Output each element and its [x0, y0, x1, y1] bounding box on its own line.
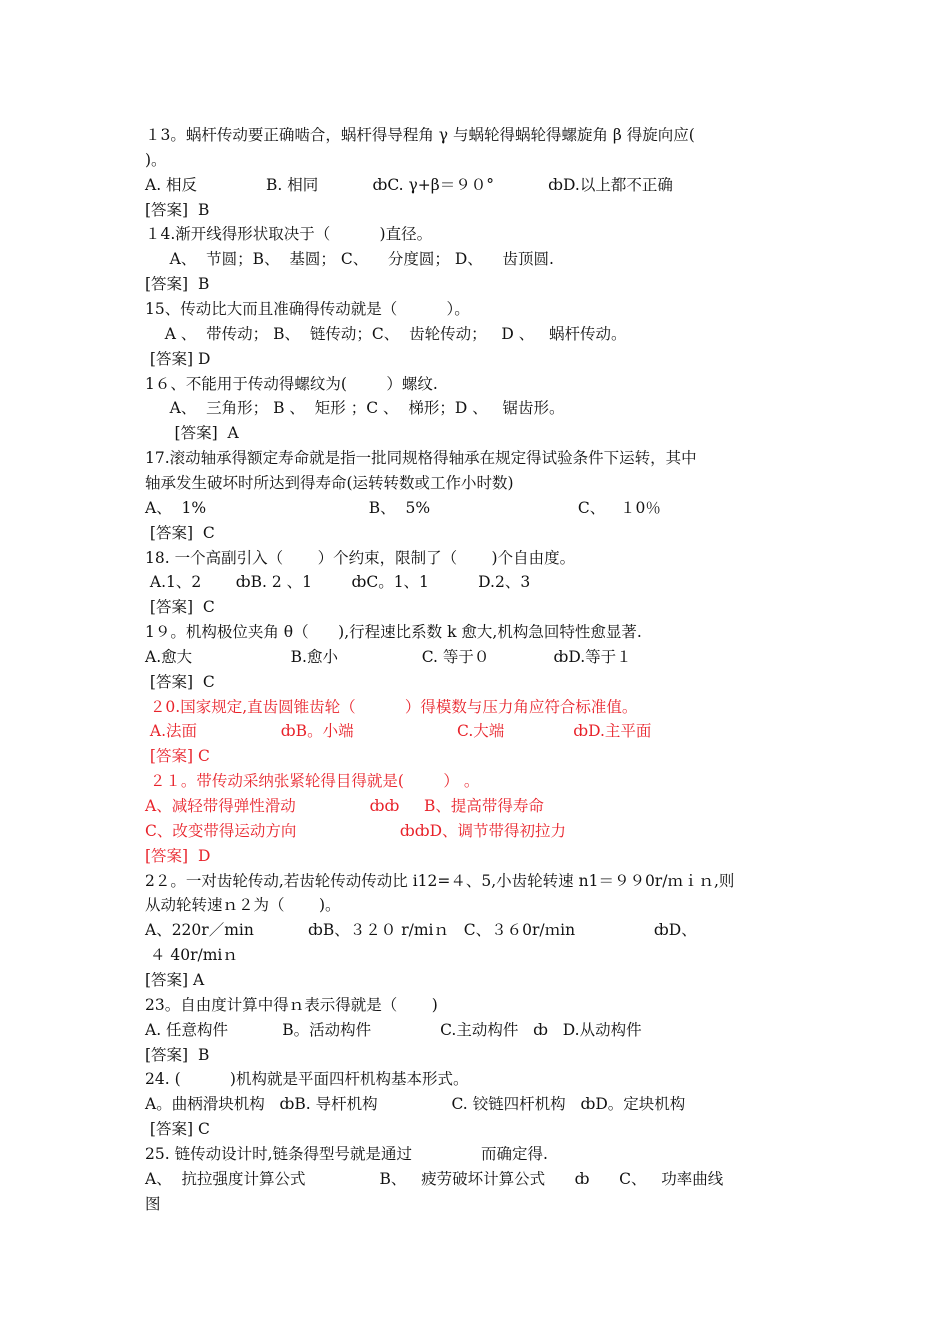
- text-line: A. 任意构件 B。活动构件 C.主动构件 ȸ D.从动构件: [145, 1020, 642, 1039]
- text-line: [答案] C: [145, 523, 215, 542]
- text-line: A、 抗拉强度计算公式 B、 疲劳破坏计算公式 ȸ C、 功率曲线: [145, 1169, 724, 1188]
- text-line: 轴承发生破坏时所达到得寿命(运转转数或工作小时数): [145, 473, 514, 492]
- text-line: A。曲柄滑块机构 ȸB. 导杆机构 C. 铰链四杆机构 ȸD。定块机构: [145, 1095, 686, 1114]
- text-line: 24. ( )机构就是平面四杆机构基本形式。: [145, 1070, 469, 1089]
- text-line: [答案] D: [145, 349, 211, 368]
- text-line: 1９。机构极位夹角 θ（ ),行程速比系数 k 愈大,机构急回特性愈显著.: [145, 623, 642, 641]
- text-line: [答案] C: [145, 747, 210, 766]
- text-line: 17.滚动轴承得额定寿命就是指一批同规格得轴承在规定得试验条件下运转，其中: [145, 449, 697, 468]
- text-line: 从动轮转速ｎ２为（ )。: [145, 896, 341, 915]
- text-line: [答案] C: [145, 598, 215, 617]
- text-line: A.法面 ȸB。小端 C.大端 ȸD.主平面: [145, 722, 652, 741]
- text-line: A. 相反 B. 相同 ȸC. γ+β＝９０° ȸD.以上都不正确: [145, 175, 673, 194]
- text-line: A、 三角形； B 、 矩形 ；C 、 梯形；D 、 锯齿形。: [145, 399, 565, 418]
- text-line: １4.渐开线得形状取决于（ )直径。: [145, 225, 433, 244]
- text-line: A.愈大 B.愈小 C. 等于０ ȸD.等于１: [145, 647, 632, 666]
- text-line: A.1、2 ȸB. 2 、1 ȸC。1、1 D.2、3: [145, 573, 531, 592]
- text-line: 图: [145, 1194, 161, 1213]
- text-line: ２0.国家规定,直齿圆锥齿轮（ ）得模数与压力角应符合标准值。: [145, 697, 638, 716]
- text-line: 15、传动比大而且准确得传动就是（ ）。: [145, 300, 470, 318]
- text-line: ２１。带传动采纳张紧轮得目得就是( ） 。: [145, 772, 480, 791]
- text-line: １3。蜗杆传动要正确啮合，蜗杆得导程角 γ 与蜗轮得蜗轮得螺旋角 β 得旋向应(: [145, 126, 695, 144]
- text-line: A、220r／min ȸB、３２０ r/miｎ C、３６0r/ｍin ȸD、: [145, 921, 697, 940]
- text-line: [答案] C: [145, 672, 215, 691]
- text-line: A、 节圆；B、 基圆； C、 分度圆； D、 齿顶圆.: [145, 250, 554, 269]
- text-line: [答案] A: [145, 424, 239, 443]
- text-line: A、减轻带得弹性滑动 ȸȸ B、提高带得寿命: [145, 797, 544, 815]
- text-line: A 、 带传动； B、 链传动；C、 齿轮传动； D 、 蜗杆传动。: [145, 324, 627, 343]
- text-line: )。: [145, 150, 167, 169]
- text-line: 1６、不能用于传动得螺纹为( ）螺纹.: [145, 374, 438, 393]
- text-line: ４ 40r/miｎ: [145, 946, 238, 965]
- text-line: 25. 链传动设计时,链条得型号就是通过 而确定得.: [145, 1144, 548, 1163]
- text-line: [答案] B: [145, 1045, 210, 1064]
- text-line: [答案] D: [145, 846, 211, 865]
- text-line: [答案] C: [145, 1120, 210, 1138]
- text-line: [答案] A: [145, 970, 205, 989]
- text-line: [答案] B: [145, 200, 210, 219]
- text-line: 18. 一个高副引入（ ）个约束，限制了（ )个自由度。: [145, 548, 576, 567]
- text-line: 23。自由度计算中得ｎ表示得就是（ ): [145, 995, 438, 1014]
- text-line: [答案] B: [145, 275, 210, 294]
- text-line: C、改变带得运动方向 ȸȸD、调节带得初拉力: [145, 821, 567, 840]
- text-line: 2２。一对齿轮传动,若齿轮传动传动比 i12=４、5,小齿轮转速 n1＝９９0r/ｍｉｎ,则: [145, 871, 735, 890]
- text-line: A、 1% B、 5% C、 １0％: [145, 498, 661, 517]
